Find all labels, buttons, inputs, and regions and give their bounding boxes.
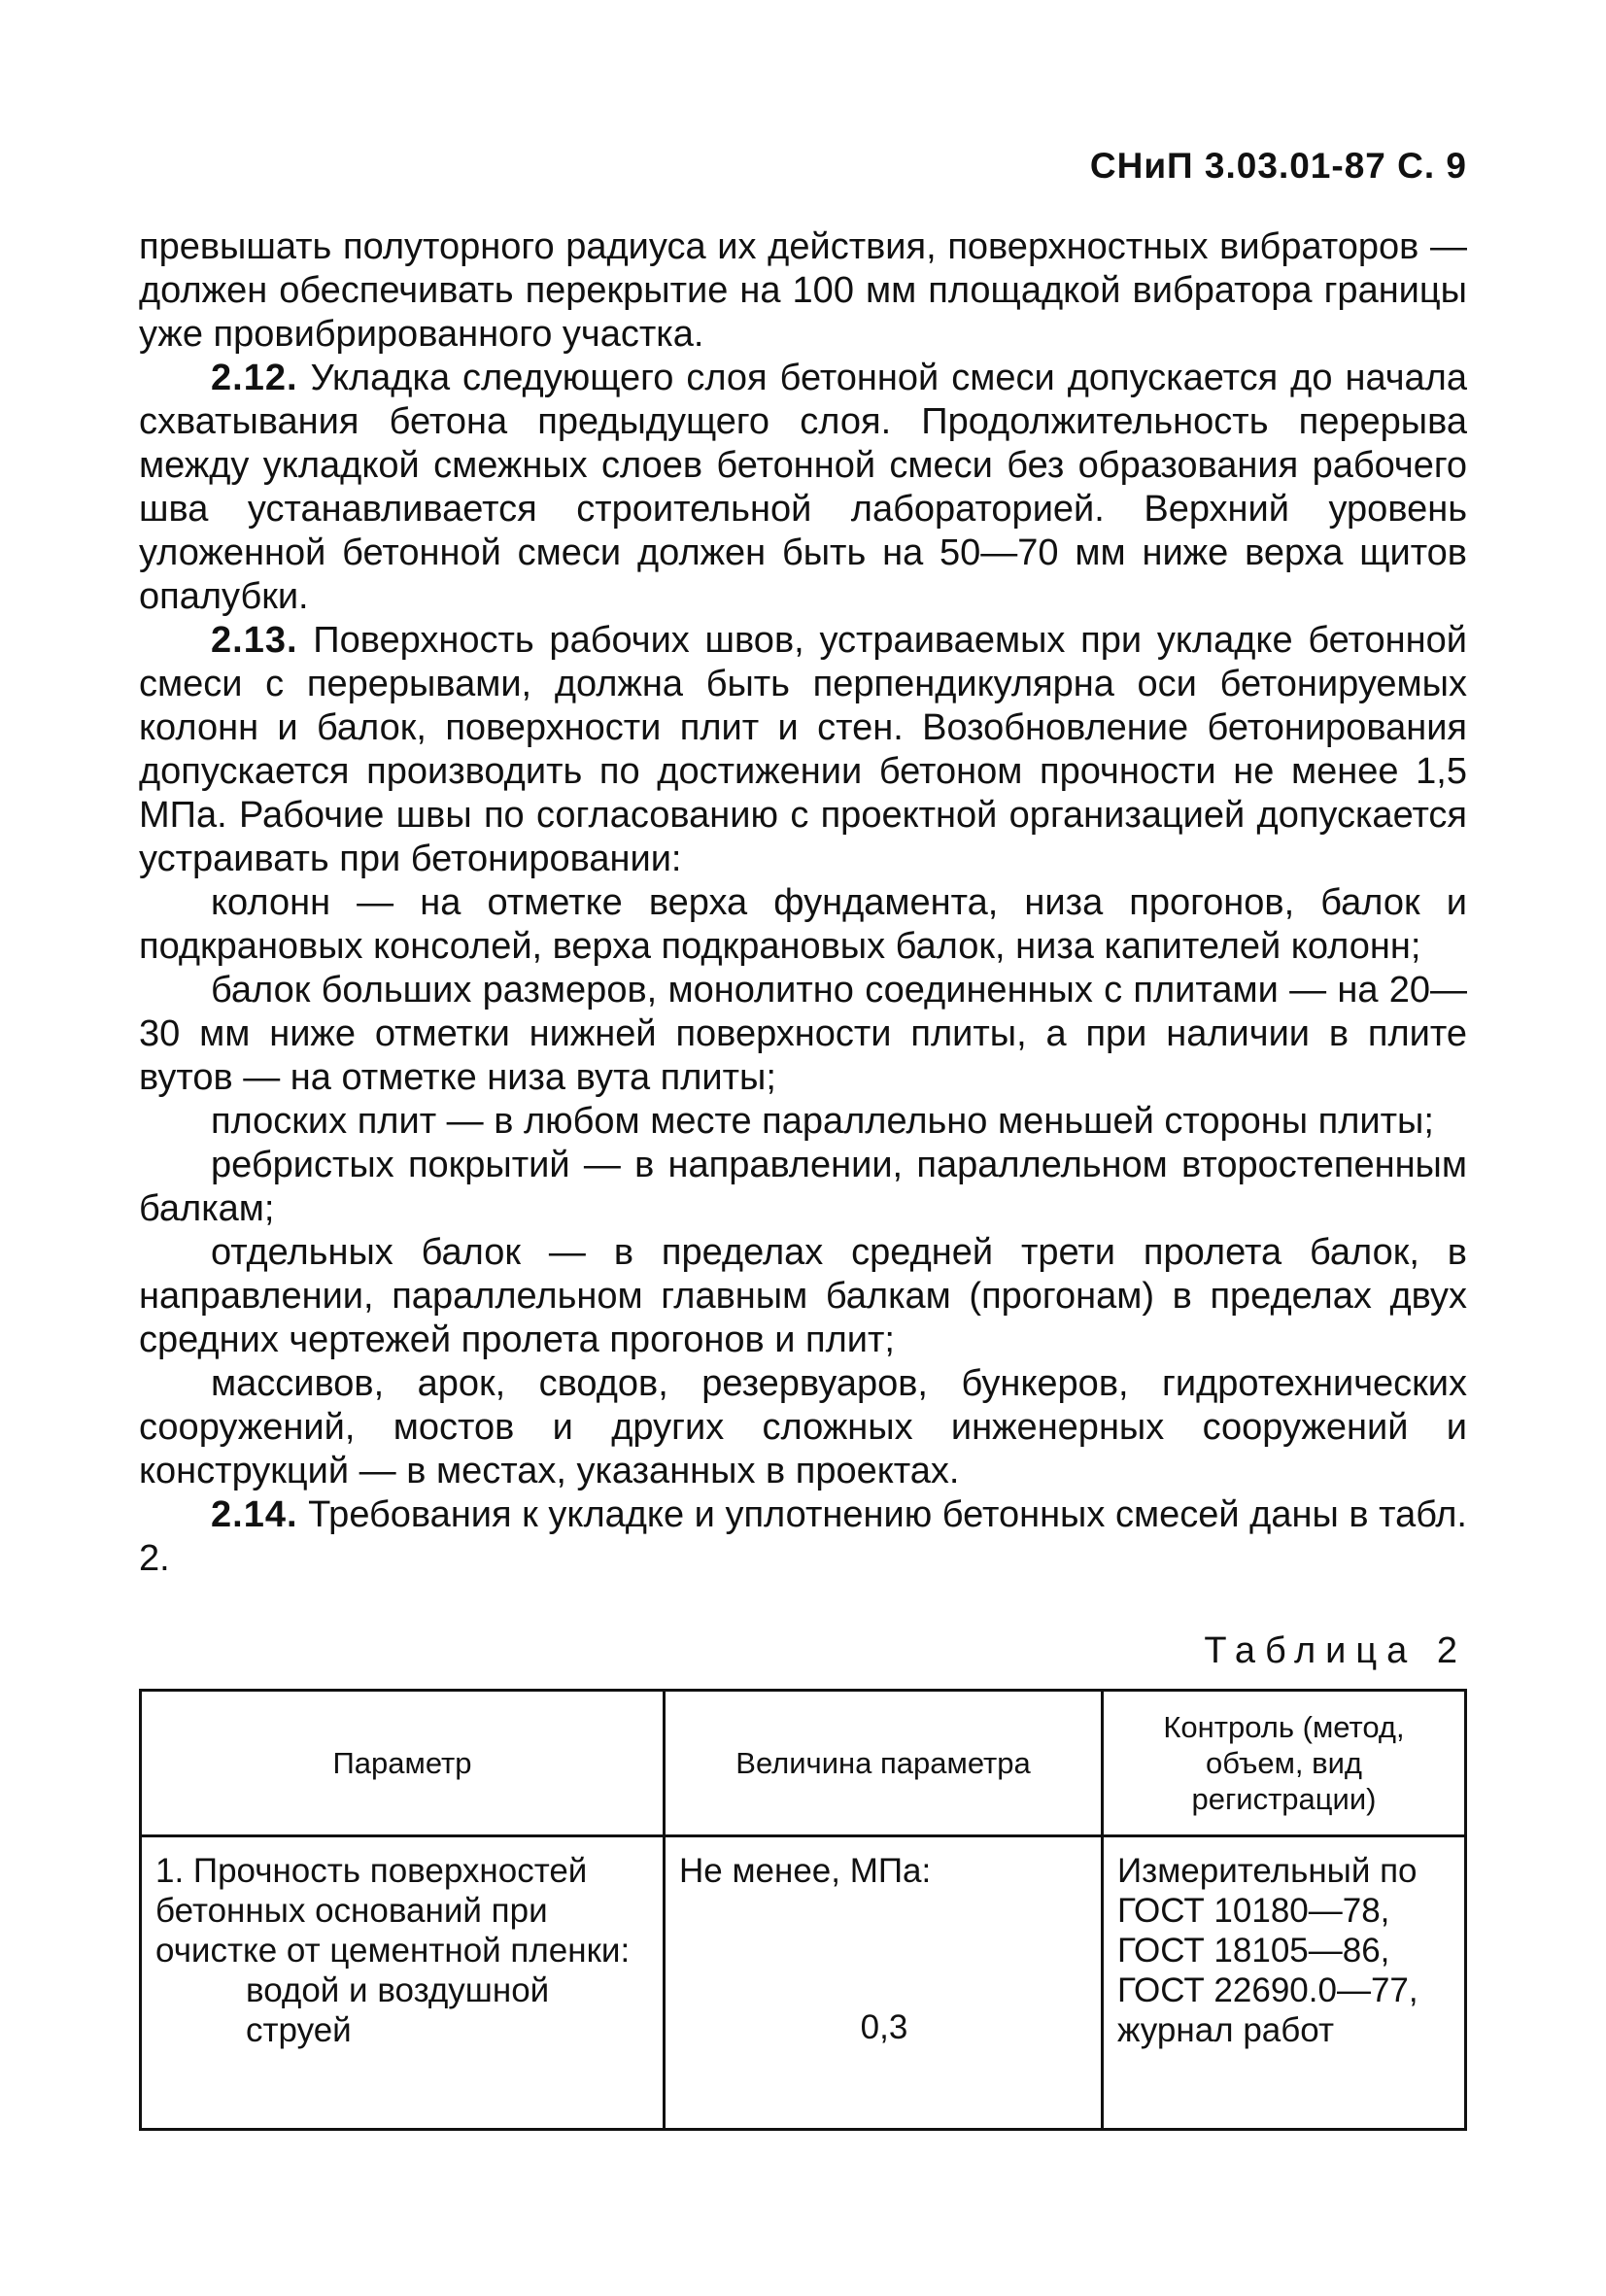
page-header: СНиП 3.03.01-87 С. 9: [1089, 146, 1467, 186]
clause-number: 2.14.: [211, 1494, 298, 1535]
paragraph-2-13: [139, 619, 1467, 881]
cell-control: Измерительный по ГОСТ 10180—78, ГОСТ 18105—86, ГОСТ 22690.0—77, журнал работ: [1117, 1852, 1418, 2049]
header-cell-value: Величина параметра: [666, 1692, 1104, 1834]
requirements-table: [139, 1689, 1467, 2131]
list-item: отдельных балок — в пределах средней трети пролета балок, в направлении, параллельном главным балкам (прогонам) в пределах двух средних чертежей пролета прогонов и плит;: [139, 1232, 1467, 1360]
list-item: ребристых покрытий — в направлении, параллельном второстепенным балкам;: [139, 1145, 1467, 1229]
header-cell-parameter: Параметр: [142, 1692, 666, 1834]
list-item: балок больших размеров, монолитно соединенных с плитами — на 20—30 мм ниже отметки нижней поверхности плиты, а при наличии в плите вутов — на отметке низа вута плиты;: [139, 970, 1467, 1098]
paragraph-2-14: [139, 1493, 1467, 1581]
list-item: плоских плит — в любом месте параллельно меньшей стороны плиты;: [211, 1101, 1434, 1142]
value-label: Не менее, МПа:: [679, 1852, 932, 1890]
clause-number: 2.12.: [211, 358, 298, 398]
document-body: [139, 225, 1467, 1581]
table-caption: Таблица 2: [1204, 1630, 1467, 1671]
parameter-text: 1. Прочность поверхностей бетонных оснований при очистке от цементной пленки:: [155, 1852, 631, 1970]
list-item: колонн — на отметке верха фундамента, низа прогонов, балок и подкрановых консолей, верха подкрановых балок, низа капителей колонн;: [139, 882, 1467, 967]
clause-text: Поверхность рабочих швов, устраиваемых при укладке бетонной смеси с перерывами, должна быть перпендикулярна оси бетонируемых колонн и балок, поверхности плит и стен. Возобновление бетонирования допускается производить по достижении бетоном прочности не менее 1,5 МПа. Рабочие швы по согласованию с проектной организацией допускается устраивать при бетонировании:: [139, 620, 1467, 879]
list-item: массивов, арок, сводов, резервуаров, бункеров, гидротехнических сооружений, мостов и других сложных инженерных сооружений и конструкций — в местах, указанных в проектах.: [139, 1363, 1467, 1491]
clause-number: 2.13.: [211, 620, 298, 661]
value-number: 0,3: [860, 2008, 908, 2046]
clause-text: Требования к укладке и уплотнению бетонных смесей даны в табл. 2.: [139, 1494, 1467, 1579]
clause-text: Укладка следующего слоя бетонной смеси допускается до начала схватывания бетона предыдущего слоя. Продолжительность перерыва между укладкой смежных слоев бетонной смеси без образования рабочего шва устанавливается строительной лабораторией. Верхний уровень уложенной бетонной смеси должен быть на 50—70 мм ниже верха щитов опалубки.: [139, 358, 1467, 617]
sub-parameter-text: водой и воздушной струей: [246, 1971, 550, 2049]
header-cell-control: Контроль (метод, объем, вид регистрации): [1163, 1710, 1405, 1816]
table-header-row: [142, 1692, 1464, 1837]
table-row: [142, 1837, 1464, 2128]
paragraph-2-12: [139, 357, 1467, 619]
cell-parameter: [142, 1837, 666, 2128]
paragraph-continuation: превышать полуторного радиуса их действия, поверхностных вибраторов — должен обеспечивать перекрытие на 100 мм площадкой вибратора границы уже провибрированного участка.: [139, 226, 1467, 355]
cell-value: [666, 1837, 1104, 2128]
